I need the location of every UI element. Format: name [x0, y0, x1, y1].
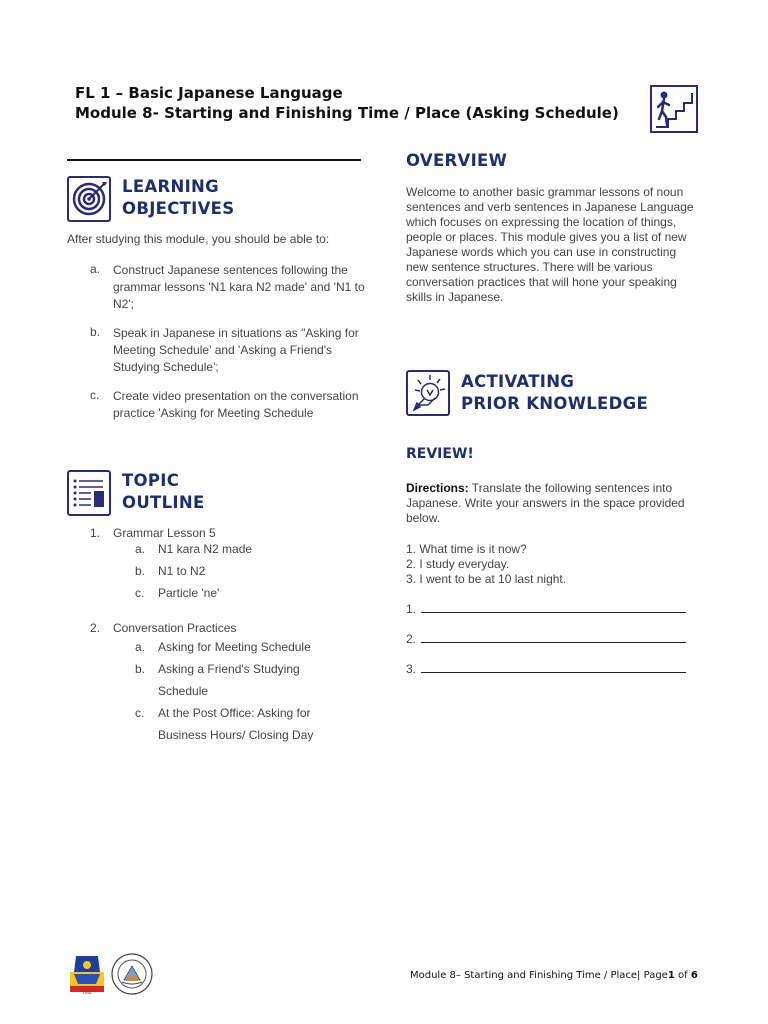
objective-item: [90, 388, 365, 422]
review-sentence: 3. I went to be at 10 last night.: [406, 572, 567, 586]
outline-subitem-text: Asking a Friend's Studying Schedule: [158, 662, 300, 698]
outline-sub-marker: b.: [135, 662, 146, 676]
objective-text: Create video presentation on the conversation practice 'Asking for Meeting Schedule: [113, 389, 359, 420]
activating-title-line1: ACTIVATING: [461, 372, 575, 391]
objective-marker: c.: [90, 388, 100, 402]
outline-subitem-text: Asking for Meeting Schedule: [158, 640, 311, 654]
answer-line[interactable]: [421, 612, 686, 613]
objective-marker: b.: [90, 325, 101, 339]
objective-item: [90, 325, 365, 376]
answer-label: 3.: [406, 662, 417, 676]
directions-label: Directions:: [406, 481, 469, 495]
module-title: Module 8- Starting and Finishing Time / Place (Asking Schedule): [75, 104, 619, 122]
review-title: REVIEW!: [406, 446, 474, 462]
philippine-seal-logo: [66, 950, 108, 996]
objective-text: Construct Japanese sentences following the grammar lessons 'N1 kara N2 made' and 'N1 to N2';: [113, 263, 365, 311]
outline-subitem-text: N1 to N2: [158, 564, 206, 578]
outline-subitem: [135, 541, 365, 557]
university-seal-logo: [110, 952, 154, 996]
footer-page-word: Page: [643, 970, 668, 981]
outline-sub-marker: a.: [135, 640, 146, 654]
directions-text: Translate the following sentences into Japanese. Write your answers in the space provided below.: [406, 481, 685, 525]
outline-sub-marker: a.: [135, 542, 146, 556]
outline-subitem: [135, 563, 365, 579]
target-icon: [67, 176, 111, 222]
review-sentence: 1. What time is it now?: [406, 542, 527, 556]
outline-subitem: [135, 658, 315, 702]
answer-row: [406, 660, 416, 678]
answer-line[interactable]: [421, 672, 686, 673]
footer-page-total: 6: [690, 970, 698, 981]
outline-document-icon: [67, 470, 111, 516]
section-divider: [67, 159, 361, 161]
outline-marker: 1.: [90, 526, 101, 540]
outline-subitem: [135, 702, 315, 746]
page-footer: [410, 970, 698, 981]
outline-subitem-text: Particle 'ne': [158, 586, 220, 600]
stairs-climbing-icon: [650, 85, 698, 133]
review-sentence: 2. I study everyday.: [406, 557, 510, 571]
objective-item: [90, 262, 365, 313]
outline-item: [90, 621, 365, 746]
footer-of-word: of: [677, 970, 688, 981]
outline-sub-marker: c.: [135, 586, 145, 600]
outline-item-text: Grammar Lesson 5: [113, 526, 216, 540]
topic-outline-title-line1: TOPIC: [122, 471, 180, 490]
activating-title: [461, 371, 648, 415]
learning-objectives-title-line2: OBJECTIVES: [122, 199, 235, 218]
lightbulb-icon: [406, 370, 450, 416]
objectives-list: [90, 262, 365, 422]
overview-title: OVERVIEW: [406, 151, 508, 170]
topic-outline-title-line2: OUTLINE: [122, 493, 205, 512]
outline-subitem: [135, 636, 315, 658]
outline-subitem-text: N1 kara N2 made: [158, 542, 253, 556]
outline-list: [90, 526, 365, 746]
outline-sublist: [113, 636, 315, 746]
answer-row: [406, 630, 416, 648]
overview-text: Welcome to another basic grammar lessons of noun sentences and verb sentences in Japanese Language which focuses on expressing the location of things, people or places. This module gives you a list of new Japanese words which you can use in constructing new sentence structures. There will be various conversation practices that will hone your speaking skills in Japanese.: [406, 185, 694, 304]
answer-line[interactable]: [421, 642, 686, 643]
svg-text:1946: 1946: [82, 991, 92, 995]
outline-item-text: Conversation Practices: [113, 621, 237, 635]
answer-label: 2.: [406, 632, 417, 646]
course-title: FL 1 – Basic Japanese Language: [75, 84, 343, 102]
topic-outline-title: [122, 470, 205, 514]
directions: [406, 481, 706, 526]
outline-subitem: [135, 585, 365, 601]
objective-marker: a.: [90, 262, 101, 276]
footer-page-current: 1: [667, 970, 675, 981]
learning-objectives-title-line1: LEARNING: [122, 177, 219, 196]
learning-objectives-title: [122, 176, 234, 220]
objectives-intro: After studying this module, you should be able to:: [67, 232, 330, 246]
outline-sub-marker: c.: [135, 706, 145, 720]
outline-item: [90, 526, 365, 601]
answer-label: 1.: [406, 602, 417, 616]
footer-module-text: Module 8– Starting and Finishing Time / Place|: [410, 970, 641, 981]
outline-sublist: [113, 541, 365, 601]
outline-sub-marker: b.: [135, 564, 146, 578]
outline-subitem-text: At the Post Office: Asking for Business Hours/ Closing Day: [158, 706, 314, 742]
review-sentences: [406, 542, 706, 587]
outline-marker: 2.: [90, 621, 101, 635]
activating-title-line2: PRIOR KNOWLEDGE: [461, 394, 649, 413]
objective-text: Speak in Japanese in situations as "Asking for Meeting Schedule' and 'Asking a Friend's Studying Schedule';: [113, 326, 359, 374]
answer-row: [406, 600, 416, 618]
